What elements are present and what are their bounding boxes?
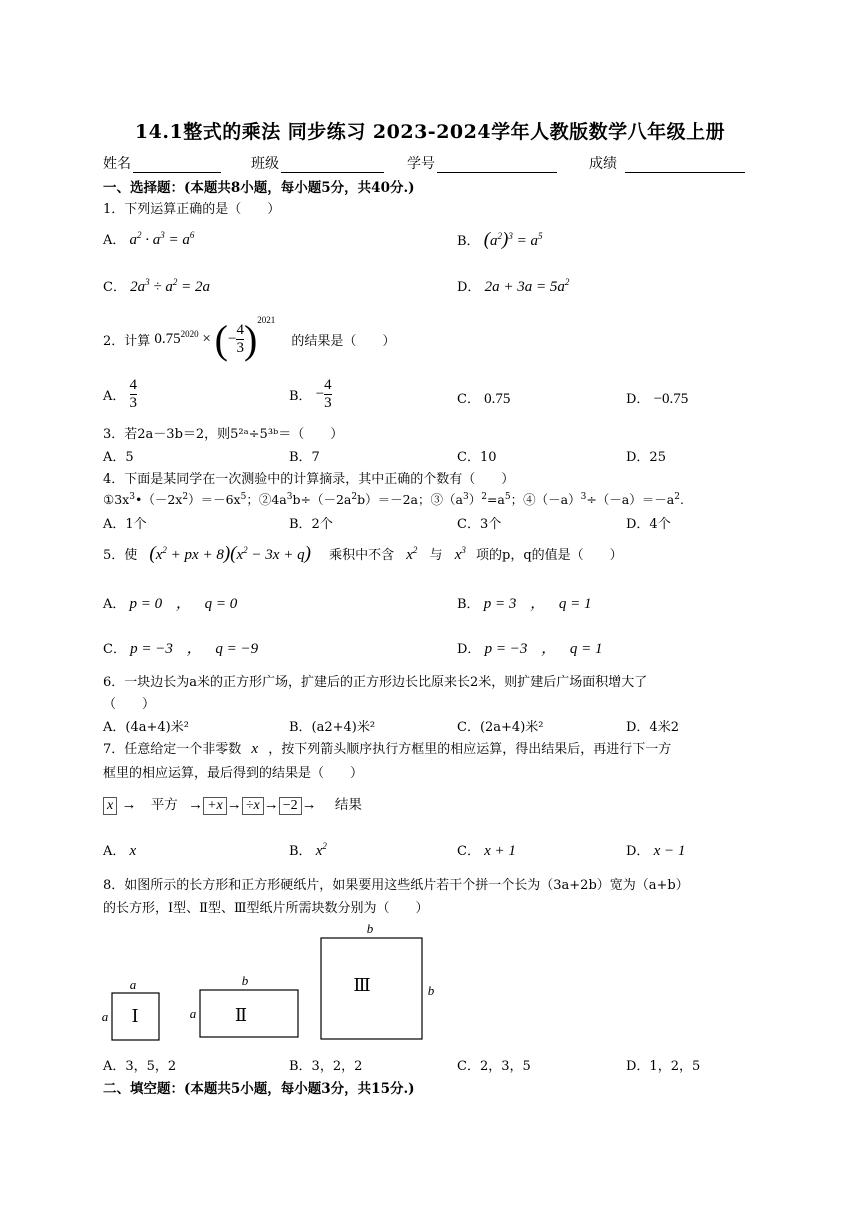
score-blank[interactable]: [625, 158, 745, 173]
class-blank[interactable]: [281, 158, 384, 173]
q8-option-c[interactable]: C．2，3，5: [457, 1059, 531, 1074]
type2-label: Ⅱ: [234, 1005, 248, 1025]
option-label: D．: [457, 280, 481, 295]
flow-result-label: 结果: [334, 797, 362, 813]
class-field[interactable]: [251, 153, 384, 173]
q2-prefix: 2．计算: [103, 334, 151, 349]
option-label: B．: [457, 234, 480, 249]
q7-option-d[interactable]: [626, 840, 685, 860]
q6-option-c[interactable]: C．(2a+4)米²: [457, 720, 544, 735]
q7-stem-part2: ，按下列箭头顺序执行方框里的相应运算，得出结果后，再进行下一方: [268, 742, 672, 757]
q5-mid: 乘积中不含: [329, 548, 395, 563]
q2-a-value: $\frac{4}{3}$: [129, 377, 138, 411]
q1-option-a[interactable]: [103, 229, 194, 249]
q5-d-value: p = −3 ， q = 1: [484, 641, 603, 657]
q5-and: 与: [429, 548, 443, 563]
q6-option-d[interactable]: D．4米2: [626, 720, 679, 735]
q7-c-value: x + 1: [484, 843, 516, 859]
arrow-icon: →: [263, 797, 279, 813]
q4-option-d[interactable]: D．4个: [626, 517, 671, 532]
q2-c-value: 0.75: [484, 391, 511, 407]
option-label: A．: [103, 597, 126, 612]
flow-box-minus-2: −2: [279, 797, 302, 815]
option-label: C．: [103, 280, 126, 295]
q1-stem: 1．下列运算正确的是（ ）: [103, 202, 281, 217]
q1-option-d[interactable]: [457, 276, 569, 296]
q4-option-c[interactable]: C．3个: [457, 517, 502, 532]
type2-side-a: a: [189, 1006, 197, 1021]
option-label: A．: [103, 389, 126, 404]
q5-a-value: p = 0 ， q = 0: [129, 596, 238, 612]
type2-top-b: b: [241, 973, 249, 988]
q2-suffix: 的结果是（ ）: [291, 334, 396, 349]
q8-option-a[interactable]: A．3，5，2: [103, 1059, 177, 1074]
q5-prefix: 5．使: [103, 548, 138, 563]
q6-stem: 6．一块边长为a米的正方形广场，扩建后的正方形边长比原来长2米，则扩建后广场面积增大了: [103, 675, 648, 690]
q5-option-c[interactable]: [103, 637, 258, 658]
q6-option-b[interactable]: B．(a2+4)米²: [289, 720, 376, 735]
q8-stem-line2: 的长方形，Ⅰ型、Ⅱ型、Ⅲ型纸片所需块数分别为（ ）: [103, 901, 429, 916]
option-label: C．: [103, 642, 126, 657]
q5-term-x3: $x^3$: [454, 545, 466, 563]
option-label: B．: [289, 389, 312, 404]
q3-option-b[interactable]: B．7: [289, 450, 320, 465]
q3-option-a[interactable]: A．5: [103, 450, 134, 465]
q1-a-formula: $a^2 \cdot a^3 = a^6$: [129, 230, 195, 248]
q4-option-b[interactable]: B．2个: [289, 517, 333, 532]
q2-option-d[interactable]: [626, 388, 688, 408]
q7-stem-part1: 7．任意给定一个非零数: [103, 742, 242, 757]
flow-box-div-x: ÷x: [242, 797, 264, 815]
q4-items: $①3x^3•(-2x^2)=-6x^5$；$②4a^3b\div(-2a^2b)=-2a$；$③(a^3)^2=a^5$；$④(-a)^3\div(-a)=-a^2$.: [103, 491, 684, 507]
q8-stem-line1: 8．如图所示的长方形和正方形硬纸片，如果要用这些纸片若干个拼一个长为（3a+2b）宽为（a+b）: [103, 878, 689, 893]
option-label: D．: [457, 642, 481, 657]
q7-stem-line2: 框里的相应运算，最后得到的结果是（ ）: [103, 766, 364, 781]
q5-option-b[interactable]: [457, 592, 591, 613]
type3-square: [321, 938, 422, 1039]
arrow-icon: →: [226, 797, 242, 813]
section-1-heading: 一、选择题：(本题共8小题，每小题5分，共40分.): [103, 180, 415, 196]
arrow-icon: →: [121, 797, 137, 813]
q7-flowchart: [103, 793, 362, 815]
type3-label: Ⅲ: [353, 975, 371, 995]
q6-paren: （ ）: [103, 697, 156, 712]
q2-stem: [103, 316, 395, 363]
type3-side-b: b: [427, 983, 435, 998]
score-field[interactable]: [589, 153, 745, 173]
q2-option-a[interactable]: [103, 377, 137, 412]
option-label: D．: [626, 844, 650, 859]
q5-option-d[interactable]: [457, 637, 602, 658]
q8-figure: [95, 918, 445, 1048]
q7-option-a[interactable]: [103, 840, 136, 860]
class-label: 班级: [251, 156, 279, 172]
id-label: 学号: [407, 156, 435, 172]
q5-expression: ($x^2$ + px + $8)(x^2 - 3x + q)$: [149, 543, 311, 564]
q5-stem: [103, 543, 623, 565]
q7-stem-line1: [103, 738, 671, 758]
q2-option-b[interactable]: [289, 377, 332, 412]
flow-box-x: x: [103, 797, 117, 815]
score-label: 成绩: [589, 156, 617, 172]
name-blank[interactable]: [133, 158, 221, 173]
q8-option-b[interactable]: B．3，2，2: [289, 1059, 363, 1074]
q1-option-b[interactable]: [457, 229, 542, 251]
type1-label: Ⅰ: [131, 1006, 139, 1026]
option-label: A．: [103, 233, 126, 248]
q2-d-value: −0.75: [653, 391, 689, 407]
q5-option-a[interactable]: [103, 592, 237, 613]
q5-b-value: p = 3 ， q = 1: [483, 596, 592, 612]
type1-top-a: a: [129, 977, 137, 992]
option-label: B．: [457, 597, 480, 612]
q4-option-a[interactable]: A．1个: [103, 517, 147, 532]
option-label: B．: [289, 844, 312, 859]
q3-option-c[interactable]: C．10: [457, 450, 497, 465]
name-field[interactable]: [103, 153, 221, 173]
flow-square-label: 平方: [150, 797, 178, 813]
type2-rectangle: [200, 990, 298, 1037]
q5-term-x2: $x^2$: [406, 545, 418, 563]
q5-suffix: 项的p，q的值是（ ）: [476, 548, 623, 563]
q1-b-formula: $(a^2)^3 = a^5$: [483, 229, 543, 250]
name-label: 姓名: [103, 156, 131, 172]
section-2-heading: 二、填空题：(本题共5小题，每小题3分，共15分.): [103, 1081, 415, 1097]
id-field[interactable]: [407, 153, 557, 173]
arrow-icon: →: [301, 797, 317, 813]
flow-box-plus-x: +x: [203, 797, 227, 815]
q2-expression: $0.75^{2020}$ × (− $\frac{4}{3}$ )$^{2021}$: [154, 314, 276, 362]
q7-option-b[interactable]: [289, 840, 327, 860]
id-blank[interactable]: [437, 158, 557, 173]
q8-option-d[interactable]: D．1，2，5: [626, 1059, 701, 1074]
q7-variable-x: x: [251, 741, 259, 757]
q2-option-c[interactable]: [457, 388, 510, 408]
arrow-icon: →: [188, 797, 204, 813]
q3-option-d[interactable]: D．25: [626, 450, 666, 465]
option-label: D．: [626, 392, 650, 407]
q2-b-value: − $\frac{4}{3}$: [315, 377, 332, 411]
type1-side-a: a: [101, 1009, 109, 1024]
q7-a-value: x: [129, 843, 137, 859]
type3-top-b: b: [366, 921, 374, 936]
option-label: A．: [103, 844, 126, 859]
q1-option-c[interactable]: [103, 276, 210, 296]
q3-stem: 3．若2a－3b＝2，则5²ᵃ÷5³ᵇ＝（ ）: [103, 427, 344, 442]
q1-d-formula: $2a + 3a = 5a^2$: [484, 277, 570, 295]
q7-b-value: $x^2$: [315, 841, 327, 859]
q5-c-value: p = −3 ， q = −9: [130, 641, 259, 657]
option-label: C．: [457, 844, 480, 859]
q7-option-c[interactable]: [457, 840, 516, 860]
q7-d-value: x − 1: [653, 843, 686, 859]
q4-stem: 4．下面是某同学在一次测验中的计算摘录，其中正确的个数有（ ）: [103, 472, 515, 487]
q1-c-formula: $2a^3 \div a^2 = 2a$: [130, 277, 210, 295]
page-title: 14.1整式的乘法 同步练习 2023-2024学年人教版数学八年级上册: [134, 121, 726, 143]
option-label: C．: [457, 392, 480, 407]
q6-option-a[interactable]: A．(4a+4)米²: [103, 720, 189, 735]
